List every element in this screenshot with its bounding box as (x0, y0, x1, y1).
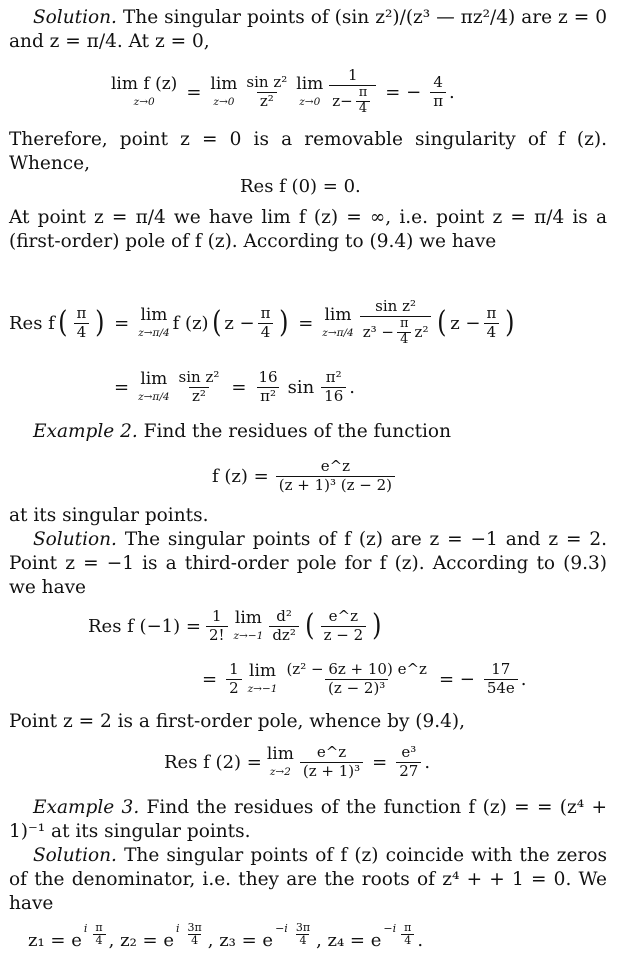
fraction: $\frac{\text{sin z²}}{\text{z²}}$ (178, 368, 220, 405)
example-label: Example 3. (33, 797, 140, 818)
limit-term: lim z→2 (266, 744, 294, 778)
fraction: $\frac{\pi}{4}$ (401, 922, 414, 948)
paragraph-solution-3: Solution. The singular points of f (z) coincide with the zeros of the denominator, i.e. they are the roots of z⁴ + + 1 = 0. We have (9, 845, 607, 914)
limit-term: lim z→π/4 (138, 369, 170, 403)
fraction: $\frac{\pi}{4}$ (356, 86, 371, 117)
fraction: $\frac{e\^{}z}{z - 2}$ (321, 608, 367, 644)
paragraph-example-2: Example 2. Find the residues of the function (33, 421, 451, 442)
equation-res-pi-over-4: Res f ( $\frac{\pi}{4}$ ) = lim z→π/4 f (z) ( z − $\frac{\pi}{4}$ ) = lim z→π/4 sin z² z³ − $\frac{\pi}{4}$ z² ( z − $\frac{\pi}{4}$ ) (9, 297, 515, 347)
fraction: $\frac{\text{e³}}{27}$ (396, 744, 421, 780)
fraction: $\frac{e\^{}z}{\text{(z + 1)³ (z − 2)}}$ (276, 458, 395, 494)
fraction: $\frac{\pi}{4}$ (397, 317, 412, 348)
root-z3: , z₃ = e −i $\frac{3\pi}{4}$ (208, 930, 316, 951)
fraction: $\frac{e\^{}z}{\text{(z + 1)³}}$ (300, 744, 363, 780)
fraction: $\frac{1}{2!}$ (206, 608, 228, 644)
fraction: $\frac{3\pi}{4}$ (295, 920, 311, 948)
paragraph-text: The singular points of (sin z²)/(z³ — πz²/4) are z = 0 and z = π/4. At z = 0, (9, 7, 608, 52)
equation-res-result: = lim z→π/4 $\frac{\text{sin z²}}{\text{z²}}$ = $\frac{16}{\text{π²}}$ sin $\frac{\text{π²}}{16}$ . (114, 368, 355, 405)
equation-roots: z₁ = e i $\frac{\pi}{4}$ , z₂ = e i $\frac{3\pi}{4}$ , z₃ = e −i $\frac{3\pi}{4}$ , z₄ = e −i $\frac{\pi}{4}$ . (28, 920, 424, 951)
fraction: $\frac{4}{\pi}$ (430, 74, 446, 110)
fraction: 1 z− $\frac{\pi}{4}$ (329, 67, 376, 116)
equation-res-zero: Res f (0) = 0. (240, 176, 361, 197)
paragraph-example-3: Example 3. Find the residues of the function f (z) = = (z⁴ + 1)⁻¹ at its singular points. (9, 797, 607, 842)
example-label: Example 2. (33, 421, 138, 442)
solution-label: Solution. (33, 7, 117, 28)
root-z4: , z₄ = e −i $\frac{\pi}{4}$ (316, 930, 417, 951)
limit-term: lim z→−1 (233, 608, 264, 642)
fraction: $\frac{\pi}{4}$ (258, 305, 274, 341)
paragraph-first-order-pole: Point z = 2 is a first-order pole, whence by (9.4), (9, 711, 466, 732)
paragraph-singular-points: at its singular points. (9, 505, 209, 526)
equation-res-minus-one-result: = $\frac{1}{2}$ lim z→−1 $\frac{\text{(z² − 6z + 10) e\textasciicircum{}z}}{\text{(z − 2)³}}$ = − $\frac{17}{54e}$ . (202, 660, 527, 697)
fraction: $\frac{\text{d²}}{\text{dz²}}$ (269, 608, 299, 644)
fraction: $\frac{3\pi}{4}$ (187, 920, 202, 948)
limit-term: lim z→0 (210, 74, 238, 108)
fraction: $\frac{\text{(z² − 6z + 10) e\textasciicircum{}z}}{\text{(z − 2)³}}$ (286, 660, 427, 697)
fraction: $\frac{\text{sin z²}}{\text{z²}}$ (246, 73, 288, 110)
fraction: $\frac{1}{2}$ (226, 661, 242, 697)
paragraph-solution-2: Solution. The singular points of f (z) are z = −1 and z = 2. Point z = −1 is a third-order pole for f (z). According to (9.3) we have (9, 529, 607, 598)
fraction: $\frac{16}{\text{π²}}$ (258, 368, 278, 405)
root-z1: z₁ = e i $\frac{\pi}{4}$ (28, 930, 109, 951)
fraction: $\frac{\pi}{4}$ (74, 305, 90, 341)
paragraph-removable: Therefore, point z = 0 is a removable singularity of f (z). Whence, (9, 129, 607, 174)
paragraph-solution-1 (9, 6, 607, 54)
fraction: sin z² z³ − $\frac{\pi}{4}$ z² (360, 298, 432, 347)
equation-res-two: Res f (2) = lim z→2 $\frac{e\^{}z}{\text{(z + 1)³}}$ = $\frac{\text{e³}}{27}$ . (164, 743, 431, 780)
limit-term: lim f (z) z→0 (111, 74, 178, 108)
limit-term: lim z→0 (296, 74, 324, 108)
fraction: $\frac{\text{π²}}{16}$ (321, 369, 346, 405)
limit-term: lim z→π/4 (138, 305, 170, 339)
paragraph-pole: At point z = π/4 we have lim f (z) = ∞, i.e. point z = π/4 is a (first-order) pole of f (z). According to (9.4) we have (9, 207, 607, 252)
limit-term: lim z→−1 (247, 661, 278, 695)
solution-label: Solution. (33, 529, 117, 550)
fraction: $\frac{\pi}{4}$ (483, 305, 499, 341)
equation-function-def: f (z) = $\frac{e\^{}z}{\text{(z + 1)³ (z − 2)}}$ (212, 452, 398, 500)
limit-term: lim z→π/4 (322, 305, 354, 339)
solution-label: Solution. (33, 845, 117, 866)
fraction: $\frac{17}{54e}$ (484, 661, 518, 697)
equation-limit-at-zero: lim f (z) z→0 = lim z→0 $\frac{\text{sin z²}}{\text{z²}}$ lim z→0 1 z− $\frac{\pi}{4}$ = − $\frac{4}{\pi}$ . (111, 66, 455, 116)
root-z2: , z₂ = e i $\frac{3\pi}{4}$ (109, 930, 208, 951)
fraction: $\frac{\pi}{4}$ (92, 922, 105, 948)
equation-res-minus-one: Res f (−1) = $\frac{1}{2!}$ lim z→−1 $\frac{\text{d²}}{\text{dz²}}$ ( $\frac{e\^{}z}{z - 2}$ ) (88, 607, 382, 644)
